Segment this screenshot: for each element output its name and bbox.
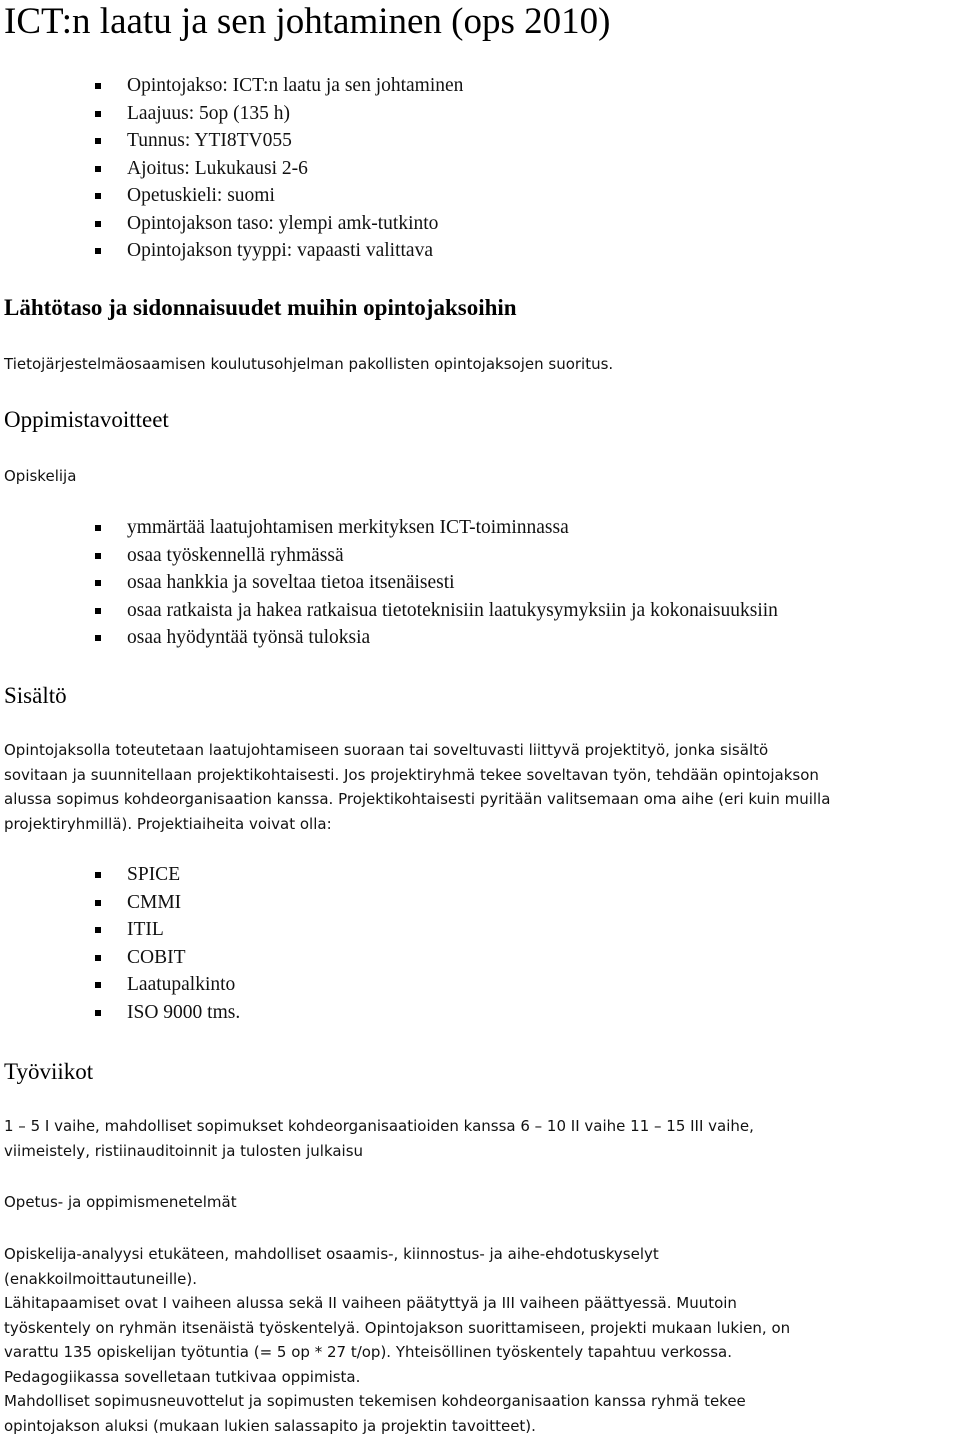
list-item: osaa hyödyntää työnsä tuloksia bbox=[95, 624, 778, 652]
list-item: Opintojakso: ICT:n laatu ja sen johtaminen bbox=[95, 72, 463, 100]
list-item: Opintojakson taso: ylempi amk-tutkinto bbox=[95, 210, 463, 238]
list-item: Tunnus: YTI8TV055 bbox=[95, 127, 463, 155]
methods-heading: Opetus- ja oppimismenetelmät bbox=[4, 1193, 237, 1211]
list-item: SPICE bbox=[95, 861, 240, 889]
bullet-square-icon bbox=[95, 927, 101, 933]
list-item: osaa työskennellä ryhmässä bbox=[95, 542, 778, 570]
bullet-square-icon bbox=[95, 608, 101, 614]
project-topics-list bbox=[95, 861, 240, 1027]
bullet-square-icon bbox=[95, 248, 101, 254]
list-item: ymmärtää laatujohtamisen merkityksen ICT-toiminnassa bbox=[95, 514, 778, 542]
objectives-list bbox=[95, 514, 778, 652]
objectives-intro: Opiskelija bbox=[4, 467, 77, 485]
bullet-square-icon bbox=[95, 525, 101, 531]
prerequisites-heading: Lähtötaso ja sidonnaisuudet muihin opintojaksoihin bbox=[4, 295, 517, 320]
bullet-square-icon bbox=[95, 553, 101, 559]
bullet-square-icon bbox=[95, 138, 101, 144]
bullet-square-icon bbox=[95, 580, 101, 586]
bullet-square-icon bbox=[95, 900, 101, 906]
bullet-square-icon bbox=[95, 872, 101, 878]
bullet-square-icon bbox=[95, 955, 101, 961]
list-item: Opetuskieli: suomi bbox=[95, 182, 463, 210]
course-info-list bbox=[95, 72, 463, 265]
page-title: ICT:n laatu ja sen johtaminen (ops 2010) bbox=[4, 1, 611, 42]
content-heading: Sisältö bbox=[4, 683, 67, 708]
bullet-square-icon bbox=[95, 83, 101, 89]
bullet-square-icon bbox=[95, 635, 101, 641]
list-item: Ajoitus: Lukukausi 2-6 bbox=[95, 155, 463, 183]
bullet-square-icon bbox=[95, 166, 101, 172]
methods-text: Opiskelija-analyysi etukäteen, mahdolliset osaamis-, kiinnostus- ja aihe-ehdotuskyselyt (enakkoilmoittautuneille). Lähitapaamiset ovat I vaiheen alussa sekä II vaiheen päätyttyä ja III vaiheen päättyessä. Muutoin työskentely on ryhmän itsenäistä työskentelyä. Opintojakson suorittamiseen, projekti mukaan lukien, on varattu 135 opiskelijan työtuntia (= 5 op * 27 t/op). Yhteisöllinen työskentely tapahtuu verkossa. Pedagogiikassa sovelletaan tutkivaa oppimista. Mahdolliset sopimusneuvottelut ja sopimusten tekemisen kohdeorganisaation kanssa ryhmä tekee opintojakson aluksi (mukaan lukien salassapito ja projektin tavoitteet). bbox=[4, 1245, 791, 1435]
list-item: osaa hankkia ja soveltaa tietoa itsenäisesti bbox=[95, 569, 778, 597]
prerequisites-text: Tietojärjestelmäosaamisen koulutusohjelman pakollisten opintojaksojen suoritus. bbox=[4, 355, 614, 373]
bullet-square-icon bbox=[95, 193, 101, 199]
bullet-square-icon bbox=[95, 1010, 101, 1016]
content-text: Opintojaksolla toteutetaan laatujohtamiseen suoraan tai soveltuvasti liittyvä projektityö, jonka sisältö sovitaan ja suunnitellaan projektikohtaisesti. Jos projektiryhmä tekee soveltavan työn, tehdään opintojakson alussa sopimus kohdeorganisaation kanssa. Projektikohtaisesti pyritään valitsemaan oma aihe (eri kuin muilla projektiryhmillä). Projektiaiheita voivat olla: bbox=[4, 741, 831, 833]
bullet-square-icon bbox=[95, 982, 101, 988]
bullet-square-icon bbox=[95, 111, 101, 117]
bullet-square-icon bbox=[95, 221, 101, 227]
objectives-heading: Oppimistavoitteet bbox=[4, 407, 169, 432]
work-weeks-heading: Työviikot bbox=[4, 1059, 94, 1084]
list-item: ITIL bbox=[95, 916, 240, 944]
list-item: Laatupalkinto bbox=[95, 971, 240, 999]
list-item: Laajuus: 5op (135 h) bbox=[95, 100, 463, 128]
list-item: osaa ratkaista ja hakea ratkaisua tietoteknisiin laatukysymyksiin ja kokonaisuuksiin bbox=[95, 597, 778, 625]
list-item: Opintojakson tyyppi: vapaasti valittava bbox=[95, 237, 463, 265]
work-weeks-text: 1 – 5 I vaihe, mahdolliset sopimukset kohdeorganisaatioiden kanssa 6 – 10 II vaihe 11 – 15 III vaihe, viimeistely, ristiinauditoinnit ja tulosten julkaisu bbox=[4, 1117, 754, 1160]
list-item: ISO 9000 tms. bbox=[95, 999, 240, 1027]
list-item: CMMI bbox=[95, 889, 240, 917]
list-item: COBIT bbox=[95, 944, 240, 972]
